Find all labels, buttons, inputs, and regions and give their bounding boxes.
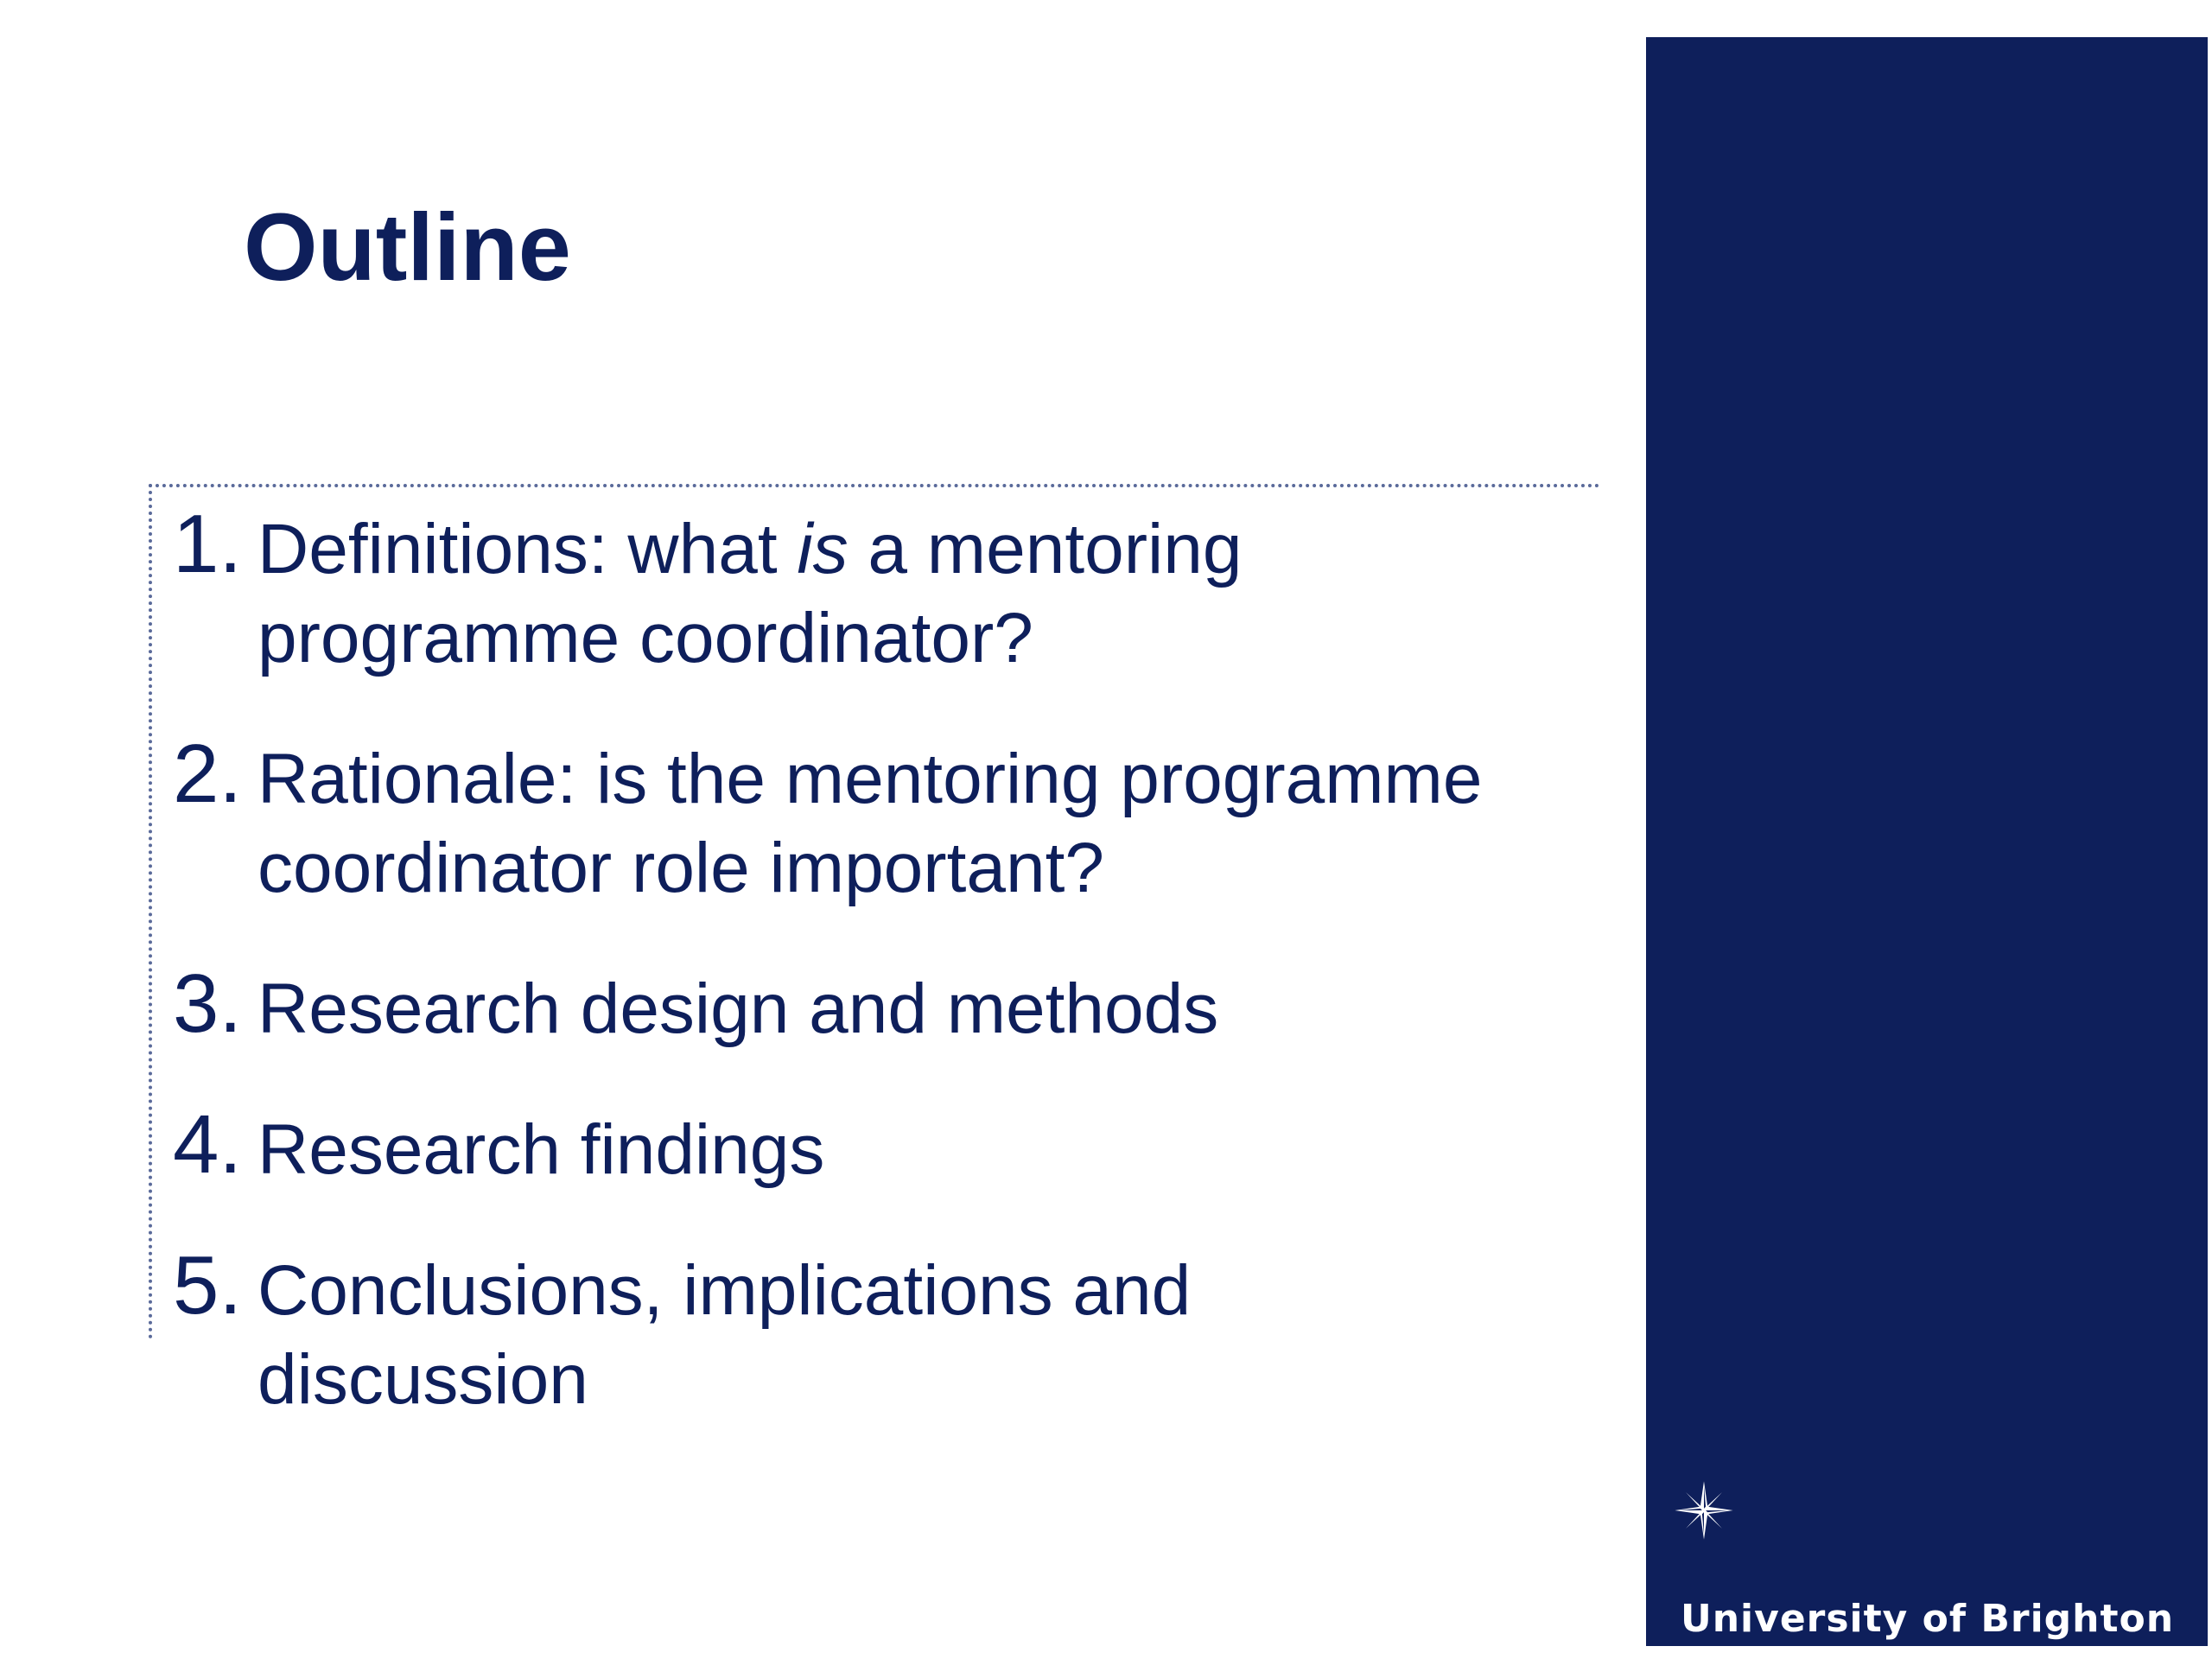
outline-item-number: 2. — [173, 728, 243, 820]
outline-item-number: 4. — [173, 1098, 243, 1191]
outline-item-text-line1: Research findings — [257, 1110, 825, 1189]
outline-item-2 — [152, 728, 1483, 912]
compass-star-icon — [1674, 1480, 1734, 1541]
outline-item-number: 3. — [173, 957, 243, 1050]
institution-logo-text: University of Brighton — [1681, 1597, 2175, 1641]
outline-item-number: 1. — [173, 498, 243, 590]
outline-item-3 — [152, 957, 1482, 1053]
slide-title: Outline — [244, 194, 571, 301]
outline-list — [152, 498, 1483, 1476]
brand-side-panel — [1646, 37, 2208, 1646]
outline-item-4 — [152, 1098, 1482, 1194]
outline-item-text-line2: discussion — [257, 1340, 588, 1419]
outline-item-text-line1: Research design and methods — [257, 969, 1219, 1048]
outline-item-1 — [152, 498, 1482, 683]
outline-item-text-line1: Rationale: is the mentoring programme — [257, 740, 1483, 818]
outline-item-5 — [152, 1239, 1482, 1424]
emphasis-text: is — [797, 510, 849, 588]
outline-item-text-line1: Conclusions, implications and — [257, 1251, 1192, 1330]
outline-item-text-line2: programme coordinator? — [257, 599, 1033, 677]
outline-content-box — [149, 484, 1600, 1419]
outline-item-text-line1: Definitions: what is a mentoring — [257, 510, 1243, 588]
outline-item-number: 5. — [173, 1239, 243, 1332]
outline-item-text-line2: coordinator role important? — [257, 829, 1104, 907]
